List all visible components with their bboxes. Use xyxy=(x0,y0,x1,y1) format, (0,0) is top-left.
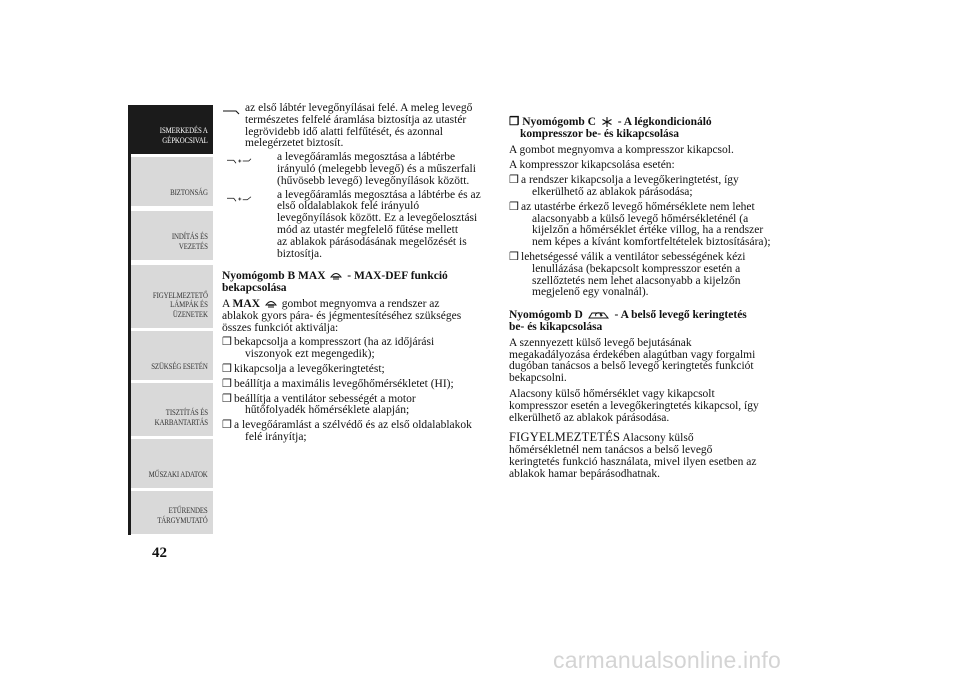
right-column xyxy=(509,117,781,481)
max-def-icon xyxy=(265,299,277,309)
entry-line: első oldalablakok felé irányuló xyxy=(277,200,420,213)
checkbox-bullet-icon: ❒ xyxy=(222,419,232,432)
checkbox-bullet-icon: ❒ xyxy=(509,174,519,187)
heading-button-d: Nyomógomb D - A belső levegő keringtetés be- és kikapcsolása xyxy=(509,309,747,333)
airflow-entry-feet xyxy=(222,103,494,150)
checkbox-bullet-icon: ❒ xyxy=(222,336,232,349)
left-column xyxy=(222,103,494,444)
list-item: ❒ a rendszer kikapcsolja a levegőkeringtetést, így elkerülhető az ablakok párásodása; xyxy=(509,174,739,198)
paragraph: Alacsony külső hőmérséklet vagy kikapcsolt kompresszor esetén a levegőkeringtetés kikapcsol, így elkerülhető az ablakok párásodása. xyxy=(509,387,759,424)
paragraph: A szennyezett külső levegő bejutásának megakadályozása érdekében alagútban vagy forgalmi dugóban tanácsos a belső levegő keringtetés funkciót bekapcsolni. xyxy=(509,336,756,385)
tab-targymutato[interactable]: ETŰRENDES TÁRGYMUTATÓ xyxy=(128,491,213,535)
chapter-tabs xyxy=(128,105,213,535)
checkbox-bullet-icon: ❒ xyxy=(509,250,519,263)
heading-button-b: Nyomógomb B MAX - MAX-DEF funkció bekapcsolása xyxy=(222,270,448,295)
checkbox-bullet-icon: ❒ xyxy=(222,362,232,375)
warning-label: FIGYELMEZTETÉS xyxy=(509,430,621,445)
page-number: 42 xyxy=(152,545,167,561)
entry-line: legrövidebb idő alatti felfűtését, és azonnal xyxy=(245,125,443,138)
list-item: ❒ az utastérbe érkező levegő hőmérséklete nem lehet alacsonyabb a külső levegő hőmérsékleténél (a kijelzőn a hőmérséklet értéke villog, ha a rendszer nem képes a kívánt komfortfeltételek biztosítására); xyxy=(509,200,771,249)
list-item: ❒ lehetségessé válik a ventilátor sebességének kézi lenullázása (bekapcsolt kompresszor esetén a szellőztetés nem lehet alacsonyabb a kijelzőn megjelenő egy vonalnál). xyxy=(509,250,746,299)
entry-line: mód az utastér megfelelő fűtése mellett xyxy=(277,223,459,236)
entry-line: biztosítja. xyxy=(277,247,323,260)
recirculation-car-icon xyxy=(588,310,610,320)
entry-line: melegérzetet biztosít. xyxy=(245,137,344,150)
airflow-feet-dashboard-icon xyxy=(222,158,256,164)
tab-figyelmezteto[interactable]: FIGYELMEZTETŐ LÁMPÁK ÉS ÜZENETEK xyxy=(128,265,213,329)
checkbox-bullet-icon: ❒ xyxy=(222,377,232,390)
tab-biztonsag[interactable]: BIZTONSÁG xyxy=(128,157,213,207)
entry-line: levegőnyílások között. Ez a levegőelosztási xyxy=(277,212,478,225)
tab-rail xyxy=(128,105,131,535)
tab-muszaki[interactable]: MŰSZAKI ADATOK xyxy=(128,439,213,489)
snowflake-icon xyxy=(601,117,613,127)
list-item: ❒ beállítja a ventilátor sebességét a motor hűtőfolyadék hőmérséklete alapján; xyxy=(222,392,416,417)
checkbox-bullet-icon: ❒ xyxy=(509,200,519,213)
tab-tisztitas[interactable]: TISZTÍTÁS ÉS KARBANTARTÁS xyxy=(128,383,213,437)
airflow-feet-icon xyxy=(222,109,241,115)
list-item: ❒ kikapcsolja a levegőkeringtetést; xyxy=(222,362,385,375)
heading-button-c: ❒ Nyomógomb C - A légkondicionáló kompresszor be- és kikapcsolása xyxy=(509,116,712,140)
entry-line: a levegőáramlás megosztása a lábtérbe és az xyxy=(277,188,481,201)
entry-line: irányuló (melegebb levegő) és a műszerfali xyxy=(277,162,476,175)
checkbox-bullet-icon: ❒ xyxy=(509,116,520,128)
entry-line: az ablakok párásodásának megelőzését is xyxy=(277,235,467,248)
tab-ismerkedes[interactable]: ISMERKEDÉS A GÉPKOCSIVAL xyxy=(128,105,213,155)
paragraph: A gombot megnyomva a kompresszor kikapcsol. xyxy=(509,143,734,156)
list-item: ❒ beállítja a maximális levegőhőmérsékletet (HI); xyxy=(222,377,454,390)
airflow-entry-feet-dash xyxy=(222,152,494,187)
entry-line: az első lábtér levegőnyílásai felé. A meleg levegő xyxy=(245,102,473,114)
max-def-icon xyxy=(330,271,342,281)
button-b-intro: A MAX gombot megnyomva a rendszer az ablakok gyors pára- és jégmentesítéséhez szükséges összes funkciót aktiválja: xyxy=(222,297,462,334)
tab-inditas[interactable]: INDÍTÁS ÉS VEZETÉS xyxy=(128,211,213,261)
list-item: ❒ a levegőáramlást a szélvédő és az első oldalablakok felé irányítja; xyxy=(222,419,472,443)
paragraph: A kompresszor kikapcsolása esetén: xyxy=(509,159,675,172)
warning-note: FIGYELMEZTETÉS Alacsony külső hőmérsékletnél nem tanácsos a belső levegő keringtetés funkció használata, mivel ilyen esetben az ablakok hamar bepárásodhatnak. xyxy=(509,430,757,480)
airflow-entry-feet-windows xyxy=(222,190,494,261)
tab-szukseg[interactable]: SZÜKSÉG ESETÉN xyxy=(128,331,213,381)
list-item: ❒ bekapcsolja a kompresszort (ha az időjárási viszonyok ezt megengedik); xyxy=(222,336,435,361)
entry-line: (hűvösebb levegő) levegőnyílások között. xyxy=(277,174,470,187)
watermark: carmanualsonline.info xyxy=(553,647,781,673)
entry-line: a levegőáramlás megosztása a lábtérbe xyxy=(277,151,456,164)
airflow-feet-windscreen-icon xyxy=(222,196,256,202)
checkbox-bullet-icon: ❒ xyxy=(222,392,232,405)
entry-line: természetes felfelé áramlása biztosítja az utastér xyxy=(245,113,467,126)
